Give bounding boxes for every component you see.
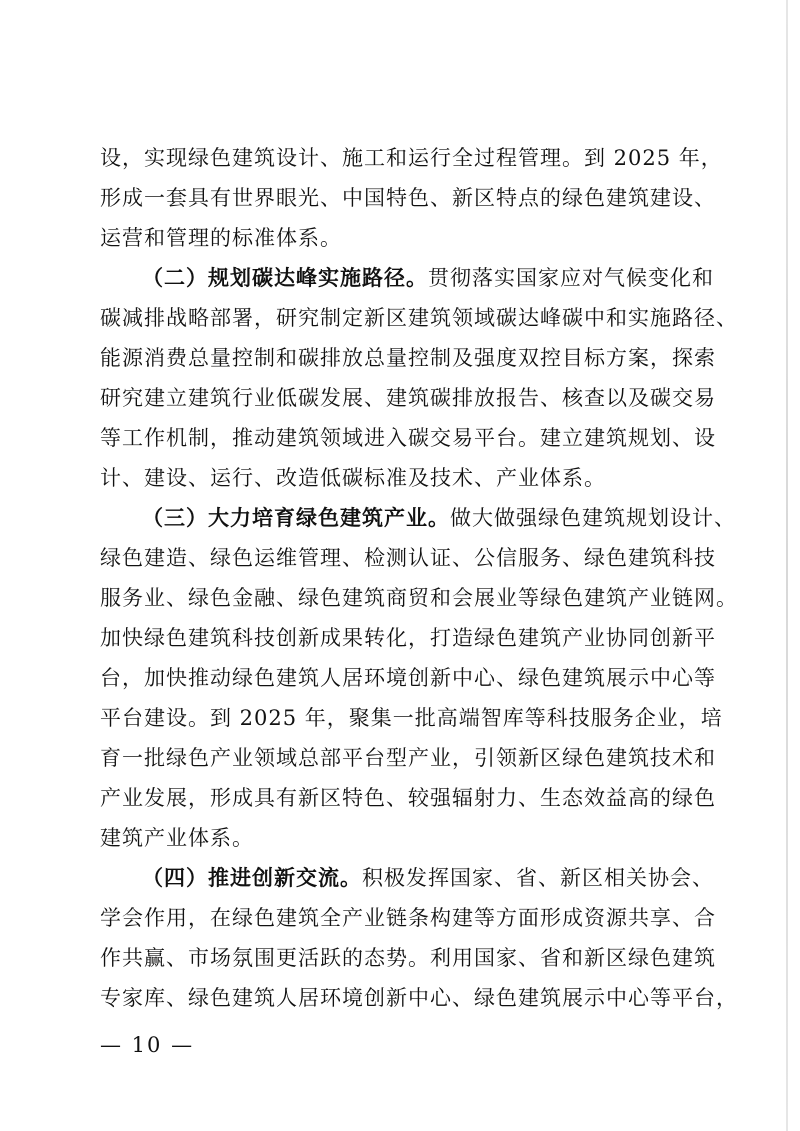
section-heading-4: （四）推进创新交流。 <box>142 865 362 890</box>
text-line: 台，加快推动绿色建筑人居环境创新中心、绿色建筑展示中心等 <box>100 666 716 690</box>
text-line: 专家库、绿色建筑人居环境创新中心、绿色建筑展示中心等平台， <box>100 986 738 1010</box>
text-line: 服务业、绿色金融、绿色建筑商贸和会展业等绿色建筑产业链网。 <box>100 586 738 610</box>
text-line: 平台建设。到 2025 年，聚集一批高端智库等科技服务企业，培 <box>100 706 723 730</box>
scan-edge-line <box>786 0 788 1131</box>
text-line: 形成一套具有世界眼光、中国特色、新区特点的绿色建筑建设、 <box>100 186 716 210</box>
paragraph-first-line <box>100 498 736 538</box>
text-line: 设，实现绿色建筑设计、施工和运行全过程管理。到 2025 年， <box>100 146 723 170</box>
text-line: 运营和管理的标准体系。 <box>100 226 342 250</box>
text-line: 学会作用，在绿色建筑全产业链条构建等方面形成资源共享、合 <box>100 906 716 930</box>
text-line: 建筑产业体系。 <box>100 826 254 850</box>
paragraph-first-line <box>100 858 714 898</box>
text-line: 产业发展，形成具有新区特色、较强辐射力、生态效益高的绿色 <box>100 786 716 810</box>
paragraph-first-line <box>100 258 714 298</box>
text-line: 等工作机制，推动建筑领域进入碳交易平台。建立建筑规划、设 <box>100 426 716 450</box>
text-line: 碳减排战略部署，研究制定新区建筑领域碳达峰碳中和实施路径、 <box>100 306 738 330</box>
text-line: 能源消费总量控制和碳排放总量控制及强度双控目标方案，探索 <box>100 346 716 370</box>
text-run: 积极发挥国家、省、新区相关协会、 <box>362 866 714 890</box>
text-line: 研究建立建筑行业低碳发展、建筑碳排放报告、核查以及碳交易 <box>100 386 716 410</box>
text-run: 做大做强绿色建筑规划设计、 <box>450 506 736 530</box>
page-number: — 10 — <box>100 1033 195 1057</box>
section-heading-2: （二）规划碳达峰实施路径。 <box>142 265 428 290</box>
text-run: 贯彻落实国家应对气候变化和 <box>428 266 714 290</box>
section-heading-3: （三）大力培育绿色建筑产业。 <box>142 505 450 530</box>
text-line: 育一批绿色产业领域总部平台型产业，引领新区绿色建筑技术和 <box>100 746 716 770</box>
body-text <box>100 138 738 1018</box>
text-line: 加快绿色建筑科技创新成果转化，打造绿色建筑产业协同创新平 <box>100 626 716 650</box>
text-line: 作共赢、市场氛围更活跃的态势。利用国家、省和新区绿色建筑 <box>100 946 716 970</box>
text-line: 计、建设、运行、改造低碳标准及技术、产业体系。 <box>100 466 606 490</box>
text-line: 绿色建造、绿色运维管理、检测认证、公信服务、绿色建筑科技 <box>100 546 716 570</box>
